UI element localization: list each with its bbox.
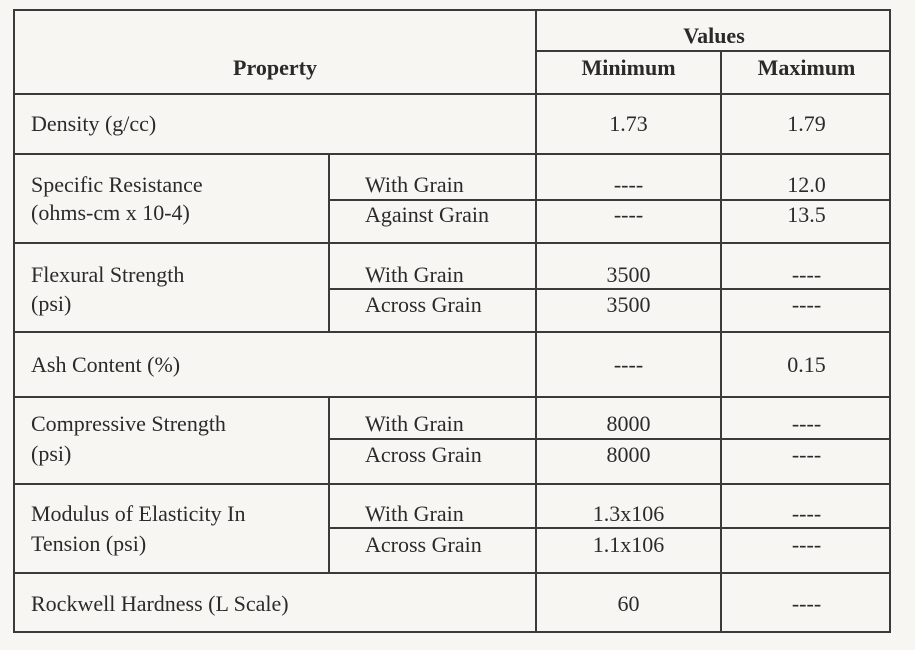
grain-label: Across Grain [365,532,482,557]
property-label: Ash Content (%) [31,352,181,377]
table-rule [328,242,330,331]
min-value: 1.73 [609,111,648,136]
max-value: 0.15 [787,352,826,377]
grain-label: Across Grain [365,292,482,317]
max-value: ---- [791,532,822,557]
property-label: Specific Resistance [31,172,203,197]
header-property: Property [233,55,317,80]
min-value: 1.3x106 [592,501,665,526]
min-value: 1.1x106 [592,532,665,557]
table-rule [15,242,891,244]
min-value: ---- [613,352,644,377]
property-label: Flexural Strength [31,262,185,287]
min-value: 8000 [606,442,651,467]
table-rule [328,153,330,242]
min-value: ---- [613,202,644,227]
property-label: Rockwell Hardness (L Scale) [31,591,289,616]
max-value: 1.79 [787,111,826,136]
header-minimum: Minimum [581,55,676,80]
property-label: Density (g/cc) [31,111,157,136]
max-value: ---- [791,501,822,526]
table-rule [15,572,891,574]
grain-label: Across Grain [365,442,482,467]
table-rule [328,396,330,483]
max-value: 13.5 [787,202,826,227]
table-rule [15,153,891,155]
table-rule [15,396,891,398]
grain-label: With Grain [365,501,464,526]
property-label: Modulus of Elasticity In [31,501,246,526]
table-rule [330,288,891,290]
grain-label: Against Grain [365,202,490,227]
min-value: 60 [617,591,640,616]
table-rule [330,527,891,529]
max-value: 12.0 [787,172,826,197]
grain-label: With Grain [365,172,464,197]
property-label: (ohms-cm x 10-4) [31,200,190,225]
min-value: 3500 [606,262,651,287]
table-rule [328,483,330,572]
min-value: ---- [613,172,644,197]
min-value: 8000 [606,411,651,436]
property-label: (psi) [31,441,72,466]
header-maximum: Maximum [757,55,856,80]
max-value: ---- [791,591,822,616]
max-value: ---- [791,442,822,467]
max-value: ---- [791,411,822,436]
table-rule [15,331,891,333]
max-value: ---- [791,292,822,317]
max-value: ---- [791,262,822,287]
property-values-table [13,9,891,633]
table-rule [537,50,891,52]
property-label: (psi) [31,291,72,316]
property-label: Compressive Strength [31,411,226,436]
table-rule [15,483,891,485]
grain-label: With Grain [365,411,464,436]
table-rule [330,199,891,201]
table-rule [15,93,891,95]
grain-label: With Grain [365,262,464,287]
header-values: Values [683,23,745,48]
min-value: 3500 [606,292,651,317]
table-rule [330,438,891,440]
property-label: Tension (psi) [31,531,147,556]
